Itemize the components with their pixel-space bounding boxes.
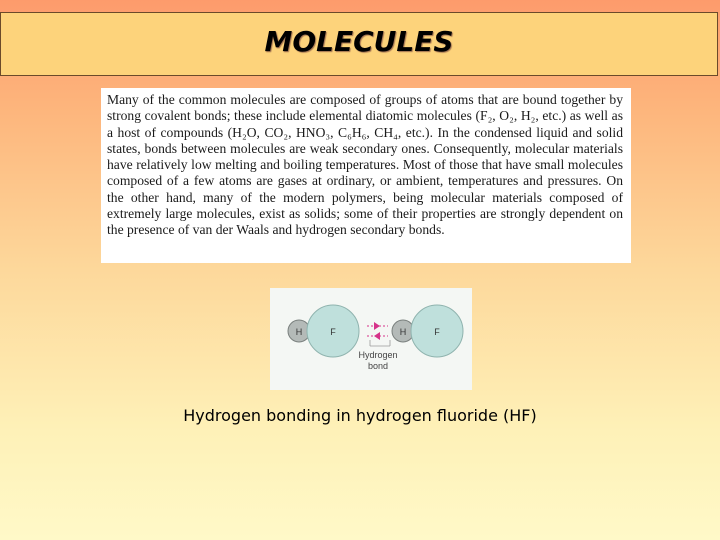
- figure-caption: Hydrogen bonding in hydrogen fluoride (HF): [183, 406, 537, 425]
- atom-label-f-right: F: [434, 327, 440, 337]
- atom-label-h-left: H: [295, 327, 303, 337]
- hydrogen-bond-figure: [270, 288, 472, 390]
- bond-label-line2: bond: [367, 361, 389, 371]
- body-text: Many of the common molecules are composed of groups of atoms that are bound together by strong covalent bonds; these include elemental diatomic molecules (F₂, O₂, H₂, etc.) as well as a host of compounds (H₂O, CO₂, HNO₃, C₆H₆, CH₄, etc.). In the condensed liquid and solid states, bonds between molecules are weak secondary ones. Consequently, molecular materials have relatively low melting and boiling temperatures. Most of those that have small molecules composed of a few atoms are gases at ordinary, or ambient, temperatures and pressures. On the other hand, many of the modern polymers, being molecular materials composed of extremely large molecules, exist as solids; some of their properties are strongly dependent on the presence of van der Waals and hydrogen secondary bonds.: [107, 92, 623, 238]
- atom-label-f-left: F: [330, 327, 336, 337]
- hf-diagram: [270, 288, 472, 390]
- body-text-panel: [101, 88, 631, 263]
- hydrogen-bond-marker: [367, 322, 390, 346]
- atom-label-h-right: H: [399, 327, 407, 337]
- bond-label-line1: Hydrogen: [358, 350, 398, 360]
- slide-title-bar: [0, 12, 718, 76]
- slide-title: MOLECULES: [264, 25, 454, 58]
